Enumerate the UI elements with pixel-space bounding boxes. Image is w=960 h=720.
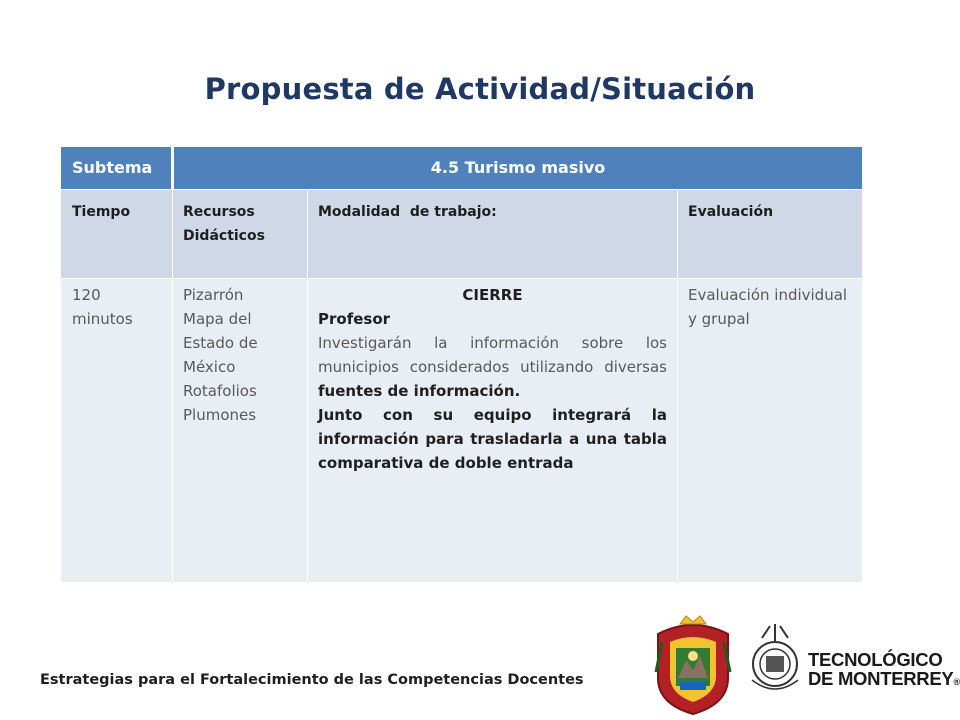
- cell-evaluacion: Evaluación individual y grupal: [678, 279, 863, 583]
- subtema-topic: 4.5 Turismo masivo: [173, 147, 863, 190]
- tec-logo-line2: [808, 669, 960, 692]
- column-header-recursos: Recursos Didácticos: [173, 190, 308, 279]
- tec-seal-icon: [744, 618, 806, 700]
- registered-mark: ®: [953, 677, 960, 687]
- tec-logo: [808, 650, 960, 692]
- subtema-label: Subtema: [61, 147, 173, 190]
- estado-de-mexico-emblem-icon: [650, 612, 736, 716]
- cell-modalidad: [308, 279, 678, 583]
- modalidad-team-text: Junto con su equipo integrará la información para trasladarla a una tabla comparativa de doble entrada: [318, 406, 667, 472]
- activity-table: [60, 146, 863, 583]
- recurso-item: Pizarrón: [183, 286, 244, 304]
- column-headers-row: [61, 190, 863, 279]
- column-header-tiempo: Tiempo: [61, 190, 173, 279]
- modalidad-text: Investigarán la información sobre los municipios considerados utilizando diversas: [318, 334, 667, 376]
- footer-text: Estrategias para el Fortalecimiento de las Competencias Docentes: [40, 672, 584, 688]
- table-row: [61, 279, 863, 583]
- modalidad-heading: CIERRE: [462, 286, 523, 304]
- table-header-row: [61, 147, 863, 190]
- recurso-item: Mapa del Estado de México: [183, 310, 258, 376]
- modalidad-paragraph: [318, 331, 667, 403]
- recurso-item: Rotafolios: [183, 382, 257, 400]
- slide-title: Propuesta de Actividad/Situación: [204, 72, 756, 106]
- modalidad-text-bold: fuentes de información.: [318, 382, 521, 400]
- cell-tiempo: 120 minutos: [61, 279, 173, 583]
- cell-recursos: [173, 279, 308, 583]
- column-header-evaluacion: Evaluación: [678, 190, 863, 279]
- tec-logo-line2-text: DE MONTERREY: [808, 668, 954, 689]
- modalidad-role: Profesor: [318, 310, 391, 328]
- tec-logo-line1: TECNOLÓGICO: [808, 649, 943, 670]
- column-header-modalidad: Modalidad de trabajo:: [308, 190, 678, 279]
- recurso-item: Plumones: [183, 406, 257, 424]
